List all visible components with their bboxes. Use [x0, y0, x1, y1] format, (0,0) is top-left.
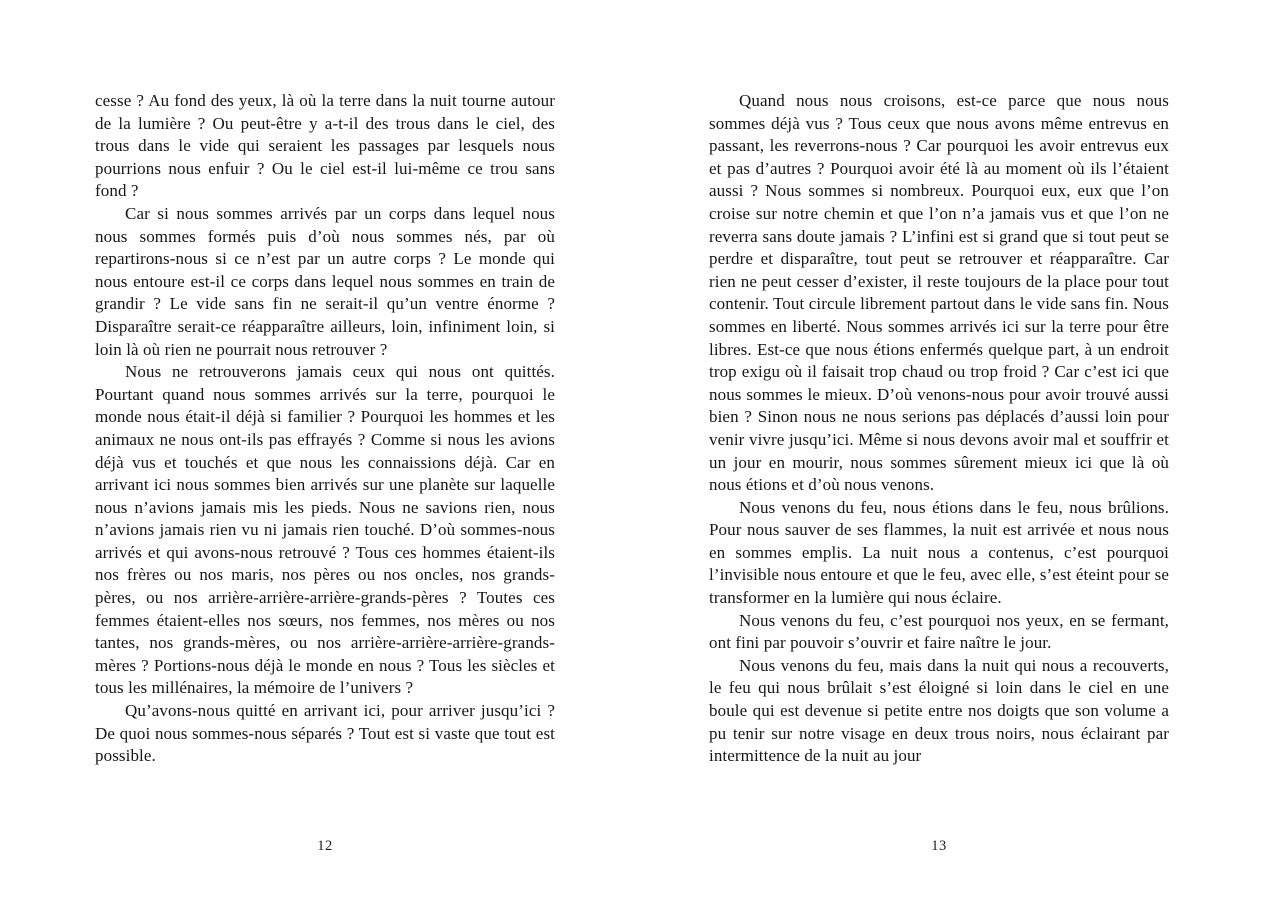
paragraph: cesse ? Au fond des yeux, là où la terre dans la nuit tourne autour de la lumière ? Ou peut-être y a-t-il des trous dans le ciel, des trous dans le vide qui seraient les passages par lesquels nous pourrions nous enfuir ? Ou le ciel est-il lui-même ce trou sans fond ?	[95, 91, 555, 201]
paragraph: Nous ne retrouverons jamais ceux qui nous ont quittés. Pourtant quand nous sommes arrivés sur la terre, pourquoi le monde nous était-il déjà si familier ? Pourquoi les hommes et les animaux ne nous ont-ils pas effrayés ? Comme si nous les avions déjà vus et touchés et que nous les connaissions déjà. Car en arrivant ici nous sommes bien arrivés sur une planète sur laquelle nous n’avions jamais mis les pieds. Nous ne savions rien, nous n’avions jamais rien vu ni jamais rien touché. D’où sommes-nous arrivés et qui avons-nous retrouvé ? Tous ces hommes étaient-ils nos frères ou nos maris, nos pères ou nos oncles, nos grands-pères, ou nos arrière-arrière-arrière-grands-pères ? Toutes ces femmes étaient-elles nos sœurs, nos femmes, nos mères ou nos tantes, nos grands-mères, ou nos arrière-arrière-arrière-grands-mères ? Portions-nous déjà le monde en nous ? Tous les siècles et tous les millénaires, la mémoire de l’univers ?	[95, 362, 555, 698]
paragraph: Car si nous sommes arrivés par un corps dans lequel nous nous sommes formés puis d’où nous sommes nés, par où repartirons-nous si ce n’est par un autre corps ? Le monde qui nous entoure est-il ce corps dans lequel nous sommes en train de grandir ? Le vide sans fin ne serait-il qu’un ventre énorme ? Disparaître serait-ce réapparaître ailleurs, loin, infiniment loin, si loin là où rien ne pourrait nous retrouver ?	[95, 203, 555, 359]
page-number: 12	[317, 838, 333, 854]
left-page	[95, 90, 555, 880]
page-number: 13	[931, 838, 947, 854]
right-page-text	[709, 90, 1169, 768]
left-page-text	[95, 90, 555, 768]
paragraph: Quand nous nous croisons, est-ce parce que nous nous sommes déjà vus ? Tous ceux que nous avons même entrevus en passant, les reverrons-nous ? Car pourquoi les avoir entrevus eux et pas d’autres ? Pourquoi avoir été là au moment où ils l’étaient aussi ? Nous sommes si nombreux. Pourquoi eux, eux que l’on croise sur notre chemin et que l’on n’a jamais vus et que l’on ne reverra sans doute jamais ? L’infini est si grand que si tout peut se perdre et disparaître, tout peut se retrouver et réapparaître. Car rien ne peut cesser d’exister, il reste toujours de la place pour tout contenir. Tout circule librement partout dans le vide sans fin. Nous sommes en liberté. Nous sommes arrivés ici sur la terre pour être libres. Est-ce que nous étions enfermés quelque part, à un endroit trop exigu où il faisait trop chaud ou trop froid ? Car c’est ici que nous sommes le mieux. D’où venons-nous pour avoir trouvé aussi bien ? Sinon nous ne nous serions pas déplacés d’aussi loin pour venir vivre jusqu’ici. Même si nous devons avoir mal et souffrir et un jour en mourir, nous sommes sûrement mieux ici que là où nous étions et d’où nous venons.	[709, 91, 1169, 495]
right-page	[709, 90, 1169, 880]
paragraph: Nous venons du feu, c’est pourquoi nos yeux, en se fermant, ont fini par pouvoir s’ouvrir et faire naître le jour.	[709, 610, 1169, 653]
paragraph: Qu’avons-nous quitté en arrivant ici, pour arriver jusqu’ici ? De quoi nous sommes-nous séparés ? Tout est si vaste que tout est possible.	[95, 701, 555, 766]
paragraph: Nous venons du feu, mais dans la nuit qui nous a recouverts, le feu qui nous brûlait s’est éloigné si loin dans le ciel en une boule qui est devenue si petite entre nos doigts que son volume a pu tenir sur notre visage en deux trous noirs, nous éclairant par intermittence de la nuit au jour	[709, 655, 1169, 766]
paragraph: Nous venons du feu, nous étions dans le feu, nous brûlions. Pour nous sauver de ses flammes, la nuit est arrivée et nous nous en sommes emplis. La nuit nous a contenus, c’est pourquoi l’invisible nous entoure et que le feu, avec elle, s’est éteint pour se transformer en la lumière qui nous éclaire.	[709, 497, 1169, 608]
